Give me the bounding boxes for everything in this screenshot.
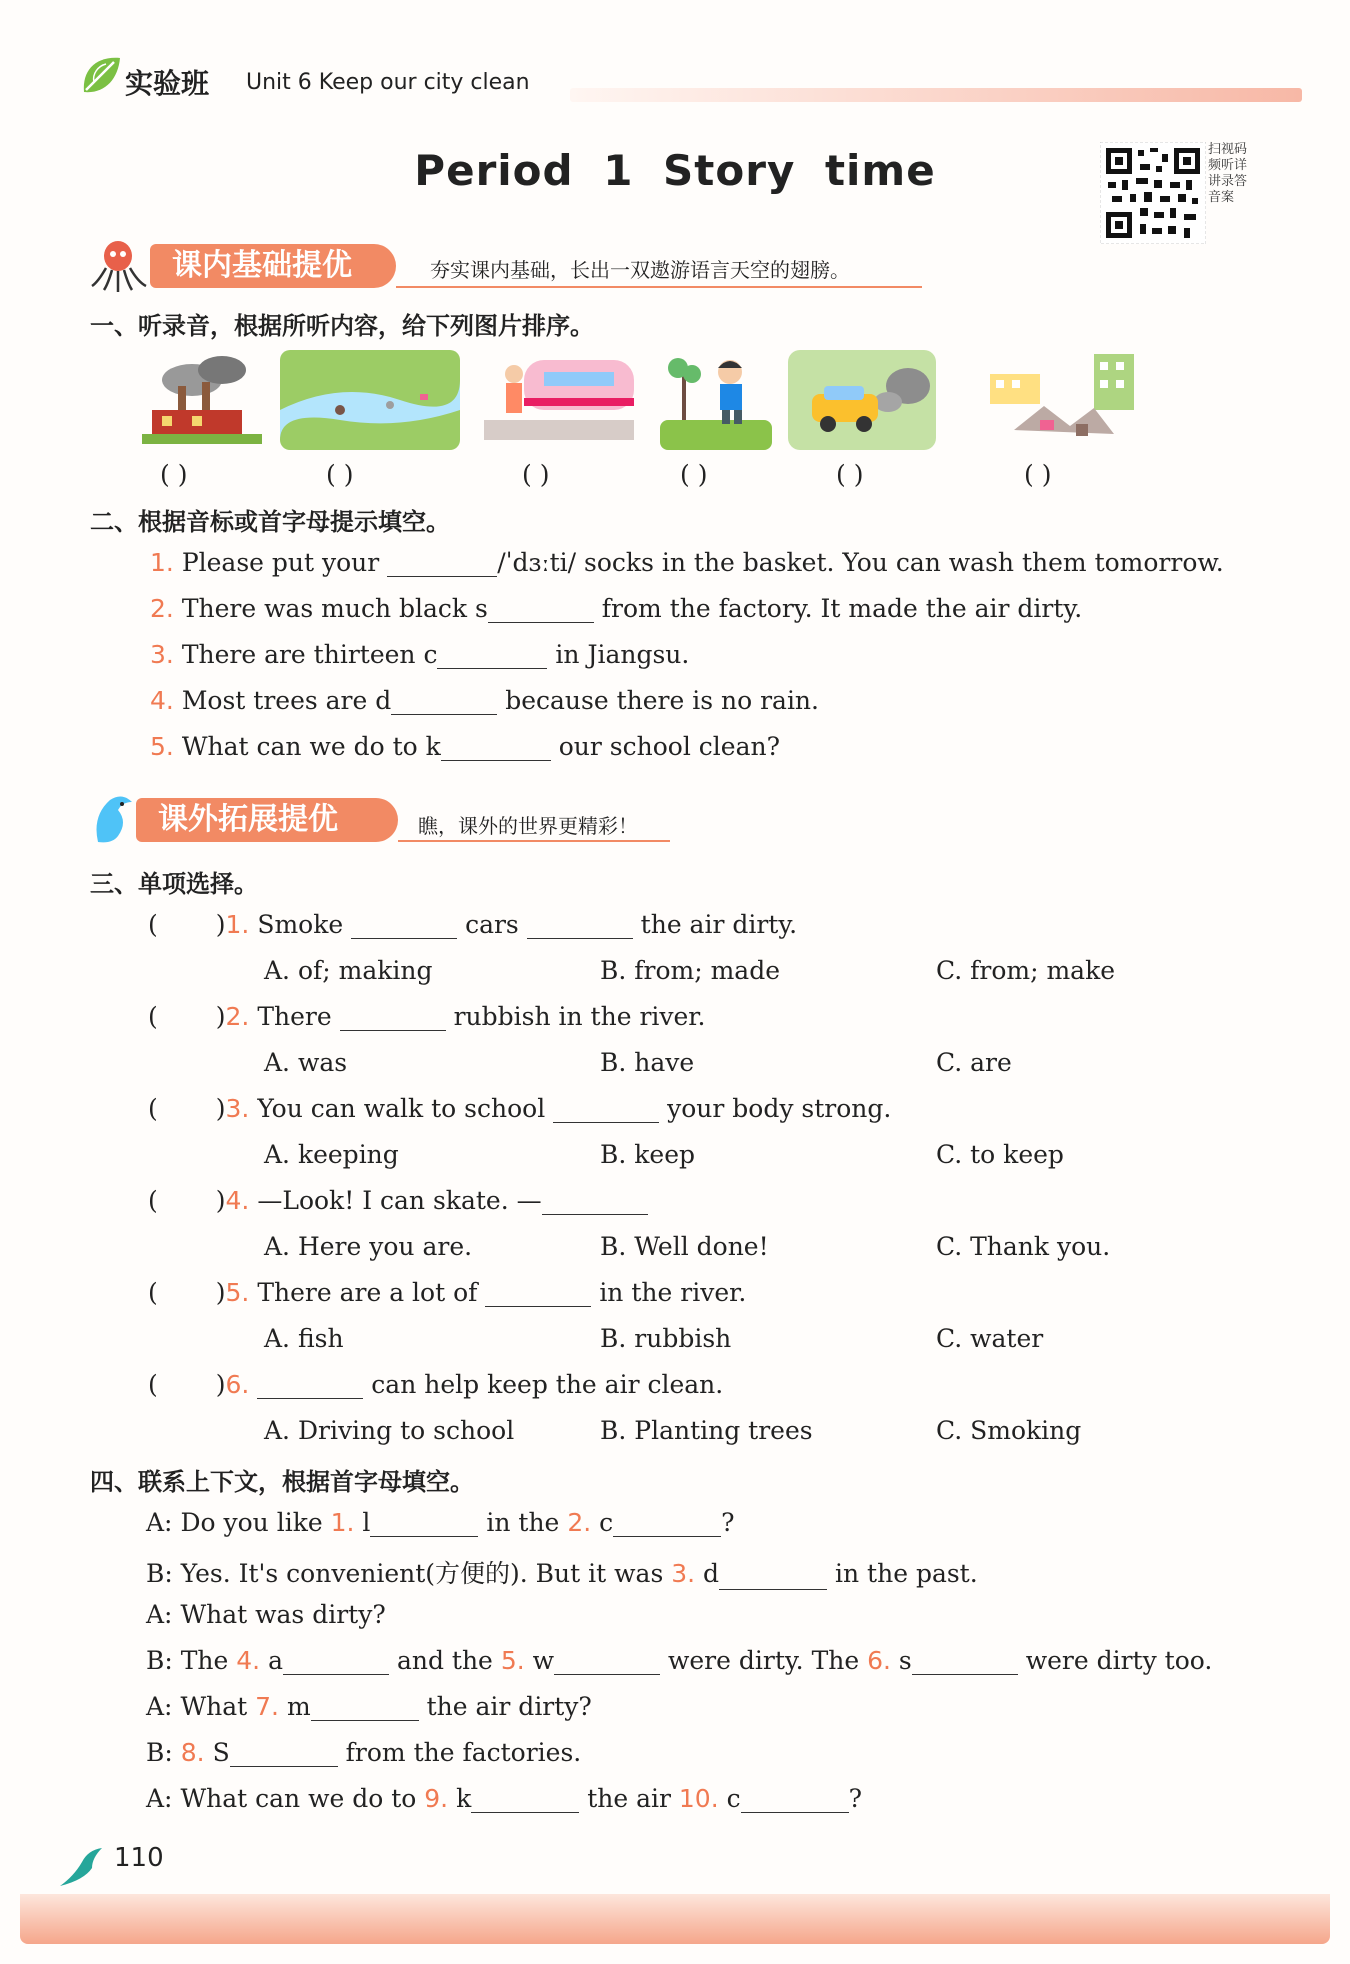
choice-question bbox=[148, 1370, 723, 1399]
qr-caption: 扫视码频听详讲录答音案 bbox=[1208, 142, 1248, 205]
speaker: A: bbox=[146, 1692, 173, 1721]
item-number: 6. bbox=[867, 1646, 891, 1675]
answer-paren-open[interactable]: ( bbox=[148, 910, 158, 939]
first-letter: S bbox=[212, 1738, 230, 1767]
item-number: 7. bbox=[255, 1692, 279, 1721]
item-text: and the bbox=[396, 1646, 493, 1675]
first-letter: a bbox=[268, 1646, 283, 1675]
answer-blank bbox=[485, 1280, 591, 1307]
item-text: /ˈdɜːti/ socks in the basket. You can wash them tomorrow. bbox=[497, 548, 1224, 577]
option-b[interactable]: B. have bbox=[600, 1048, 695, 1077]
fill-item bbox=[150, 548, 1224, 577]
speaker: A: bbox=[146, 1508, 173, 1537]
rubbish-city-icon bbox=[984, 350, 1144, 450]
first-letter: w bbox=[532, 1646, 555, 1675]
answer-blank[interactable] bbox=[471, 1786, 579, 1813]
section-heading: 二、根据音标或首字母提示填空。 bbox=[90, 508, 450, 536]
answer-blank bbox=[553, 1096, 659, 1123]
banner-slogan: 瞧，课外的世界更精彩！ bbox=[418, 814, 638, 838]
option-c[interactable]: C. Smoking bbox=[936, 1416, 1082, 1445]
item-number: 5. bbox=[500, 1646, 525, 1675]
item-number: 8. bbox=[180, 1738, 205, 1767]
item-number: 4. bbox=[225, 1186, 250, 1215]
item-text: The bbox=[180, 1646, 229, 1675]
item-text: in Jiangsu. bbox=[555, 640, 690, 669]
divider bbox=[396, 286, 922, 288]
qr-code-icon[interactable] bbox=[1100, 142, 1206, 244]
answer-paren-close[interactable]: ) bbox=[215, 1186, 226, 1215]
answer-paren-close[interactable]: ) bbox=[215, 1094, 226, 1123]
answer-blank bbox=[542, 1188, 648, 1215]
item-text: the air dirty. bbox=[640, 910, 798, 939]
item-number: 3. bbox=[150, 640, 174, 669]
answer-paren-close[interactable]: ) bbox=[215, 1002, 226, 1031]
punctuation: ? bbox=[848, 1784, 863, 1813]
speaker: B: bbox=[146, 1559, 173, 1588]
dialogue-line bbox=[146, 1646, 1212, 1675]
answer-blank[interactable] bbox=[437, 642, 547, 669]
fill-item bbox=[150, 594, 1082, 623]
answer-blank[interactable] bbox=[311, 1694, 419, 1721]
item-text: cars bbox=[465, 910, 519, 939]
answer-blank bbox=[257, 1372, 363, 1399]
item-text: from the factories. bbox=[345, 1738, 582, 1767]
leaf-logo-icon bbox=[78, 52, 124, 98]
footer-stripe bbox=[20, 1894, 1330, 1944]
option-a[interactable]: A. Driving to school bbox=[264, 1416, 515, 1445]
dialogue-line bbox=[146, 1508, 735, 1537]
item-text: There are a lot of bbox=[257, 1278, 478, 1307]
item-number: 5. bbox=[150, 732, 174, 761]
option-a[interactable]: A. of; making bbox=[264, 956, 433, 985]
option-c[interactable]: C. from; make bbox=[936, 956, 1116, 985]
item-text: Most trees are d bbox=[181, 686, 392, 715]
unit-title: Unit 6 Keep our city clean bbox=[246, 70, 530, 95]
first-letter: k bbox=[456, 1784, 472, 1813]
answer-paren-close[interactable]: ) bbox=[215, 1278, 226, 1307]
option-c[interactable]: C. water bbox=[936, 1324, 1044, 1353]
item-text: There bbox=[257, 1002, 332, 1031]
item-number: 2. bbox=[225, 1002, 250, 1031]
punctuation: ? bbox=[721, 1508, 735, 1537]
item-text: our school clean? bbox=[558, 732, 780, 761]
item-text: Do you like bbox=[180, 1508, 323, 1537]
train-station-icon bbox=[484, 350, 634, 450]
option-b[interactable]: B. Planting trees bbox=[600, 1416, 813, 1445]
choice-question bbox=[148, 1186, 648, 1215]
option-a[interactable]: A. keeping bbox=[264, 1140, 399, 1169]
page-title: Period 1 Story time bbox=[414, 146, 936, 195]
first-letter: m bbox=[286, 1692, 311, 1721]
answer-paren[interactable]: ( ) bbox=[1024, 460, 1052, 489]
item-text: in the past. bbox=[835, 1559, 978, 1588]
choice-question bbox=[148, 1278, 746, 1307]
answer-blank[interactable] bbox=[230, 1740, 338, 1767]
option-b[interactable]: B. rubbish bbox=[600, 1324, 732, 1353]
item-number: 6. bbox=[225, 1370, 250, 1399]
answer-blank[interactable] bbox=[387, 550, 497, 577]
option-a[interactable]: A. Here you are. bbox=[264, 1232, 473, 1261]
banner-slogan: 夯实课内基础，长出一双遨游语言天空的翅膀。 bbox=[430, 258, 850, 282]
boy-planting-tree-icon bbox=[660, 350, 772, 450]
item-text: —Look! I can skate. — bbox=[257, 1186, 542, 1215]
item-text: your body strong. bbox=[667, 1094, 892, 1123]
option-a[interactable]: A. fish bbox=[264, 1324, 344, 1353]
section-heading: 一、听录音，根据所听内容，给下列图片排序。 bbox=[90, 312, 594, 340]
dialogue-line bbox=[146, 1692, 592, 1721]
answer-paren-open[interactable]: ( bbox=[148, 1278, 158, 1307]
item-text: Smoke bbox=[257, 910, 344, 939]
dolphin-mascot-icon bbox=[88, 792, 138, 848]
answer-blank[interactable] bbox=[554, 1648, 660, 1675]
answer-blank[interactable] bbox=[741, 1786, 849, 1813]
first-letter: s bbox=[898, 1646, 912, 1675]
item-number: 3. bbox=[225, 1094, 250, 1123]
item-text: the air dirty? bbox=[426, 1692, 592, 1721]
item-number: 1. bbox=[150, 548, 174, 577]
item-number: 9. bbox=[424, 1784, 449, 1813]
item-text: rubbish in the river. bbox=[453, 1002, 706, 1031]
choice-question bbox=[148, 1002, 705, 1031]
answer-blank bbox=[527, 912, 633, 939]
answer-paren-open[interactable]: ( bbox=[148, 1370, 158, 1399]
polluted-river-icon bbox=[280, 350, 460, 450]
answer-blank[interactable] bbox=[283, 1648, 389, 1675]
answer-paren[interactable]: ( ) bbox=[522, 460, 550, 489]
fill-item bbox=[150, 686, 819, 715]
item-text: Please put your bbox=[181, 548, 380, 577]
speaker: B: bbox=[146, 1738, 173, 1767]
first-letter: c bbox=[599, 1508, 614, 1537]
answer-blank[interactable] bbox=[391, 688, 497, 715]
item-text: What bbox=[180, 1692, 248, 1721]
dialogue-line bbox=[146, 1554, 978, 1590]
page-number: 110 bbox=[114, 1843, 164, 1873]
option-a[interactable]: A. was bbox=[264, 1048, 348, 1077]
item-number: 1. bbox=[330, 1508, 355, 1537]
option-b[interactable]: B. keep bbox=[600, 1140, 696, 1169]
item-text: What can we do to k bbox=[181, 732, 441, 761]
first-letter: c bbox=[726, 1784, 741, 1813]
dialogue-line bbox=[146, 1600, 386, 1629]
speaker: A: bbox=[146, 1784, 173, 1813]
speaker: A: bbox=[146, 1600, 173, 1629]
first-letter: d bbox=[703, 1559, 720, 1588]
item-text: from the factory. It made the air dirty. bbox=[601, 594, 1083, 623]
answer-blank[interactable] bbox=[441, 734, 551, 761]
item-number: 4. bbox=[150, 686, 174, 715]
option-b[interactable]: B. Well done! bbox=[600, 1232, 769, 1261]
factory-smoke-icon bbox=[142, 350, 262, 450]
answer-paren-close[interactable]: ) bbox=[215, 1370, 226, 1399]
option-c[interactable]: C. are bbox=[936, 1048, 1012, 1077]
item-number: 2. bbox=[567, 1508, 592, 1537]
answer-paren-open[interactable]: ( bbox=[148, 1186, 158, 1215]
item-text: There are thirteen c bbox=[181, 640, 438, 669]
squid-mascot-icon bbox=[88, 238, 150, 294]
choice-question bbox=[148, 1094, 891, 1123]
item-text: Yes. It's convenient(方便的). But it was bbox=[180, 1559, 664, 1588]
item-text: You can walk to school bbox=[257, 1094, 546, 1123]
bird-footer-icon bbox=[58, 1846, 104, 1888]
answer-blank[interactable] bbox=[370, 1510, 478, 1537]
choice-question bbox=[148, 910, 797, 939]
option-c[interactable]: C. to keep bbox=[936, 1140, 1064, 1169]
answer-paren[interactable]: ( ) bbox=[326, 460, 354, 489]
item-text: There was much black s bbox=[181, 594, 488, 623]
item-text: What can we do to bbox=[180, 1784, 417, 1813]
section-heading: 四、联系上下文，根据首字母填空。 bbox=[90, 1468, 474, 1496]
brand-name: 实验班 bbox=[125, 67, 210, 100]
section-heading: 三、单项选择。 bbox=[90, 870, 258, 898]
item-text: were dirty. The bbox=[667, 1646, 860, 1675]
section-banner-extended: 课外拓展提优 bbox=[136, 798, 398, 842]
section-banner-basic: 课内基础提优 bbox=[150, 244, 396, 288]
dialogue-line bbox=[146, 1784, 862, 1813]
fill-item bbox=[150, 732, 780, 761]
option-c[interactable]: C. Thank you. bbox=[936, 1232, 1111, 1261]
item-number: 4. bbox=[236, 1646, 261, 1675]
answer-blank bbox=[351, 912, 457, 939]
header-stripe bbox=[570, 88, 1302, 102]
answer-blank[interactable] bbox=[912, 1648, 1018, 1675]
answer-paren-open[interactable]: ( bbox=[148, 1002, 158, 1031]
answer-paren[interactable]: ( ) bbox=[160, 460, 188, 489]
item-text: in the river. bbox=[599, 1278, 747, 1307]
item-number: 10. bbox=[678, 1784, 719, 1813]
fill-item bbox=[150, 640, 689, 669]
car-exhaust-icon bbox=[788, 350, 936, 450]
item-text: can help keep the air clean. bbox=[371, 1370, 724, 1399]
divider bbox=[398, 840, 670, 842]
answer-blank[interactable] bbox=[488, 596, 594, 623]
first-letter: l bbox=[362, 1508, 371, 1537]
item-text: because there is no rain. bbox=[505, 686, 819, 715]
speaker: B: bbox=[146, 1646, 173, 1675]
item-number: 2. bbox=[150, 594, 174, 623]
item-text: were dirty too. bbox=[1025, 1646, 1213, 1675]
item-text: in the bbox=[486, 1508, 560, 1537]
item-text: the air bbox=[587, 1784, 671, 1813]
answer-paren-open[interactable]: ( bbox=[148, 1094, 158, 1123]
answer-blank[interactable] bbox=[613, 1510, 721, 1537]
answer-paren[interactable]: ( ) bbox=[836, 460, 864, 489]
answer-paren-close[interactable]: ) bbox=[215, 910, 226, 939]
item-text: What was dirty? bbox=[180, 1600, 386, 1629]
option-b[interactable]: B. from; made bbox=[600, 956, 781, 985]
answer-blank[interactable] bbox=[719, 1563, 827, 1590]
item-number: 1. bbox=[225, 910, 250, 939]
item-number: 3. bbox=[671, 1559, 696, 1588]
dialogue-line bbox=[146, 1738, 581, 1767]
answer-blank bbox=[340, 1004, 446, 1031]
answer-paren[interactable]: ( ) bbox=[680, 460, 708, 489]
item-number: 5. bbox=[225, 1278, 250, 1307]
